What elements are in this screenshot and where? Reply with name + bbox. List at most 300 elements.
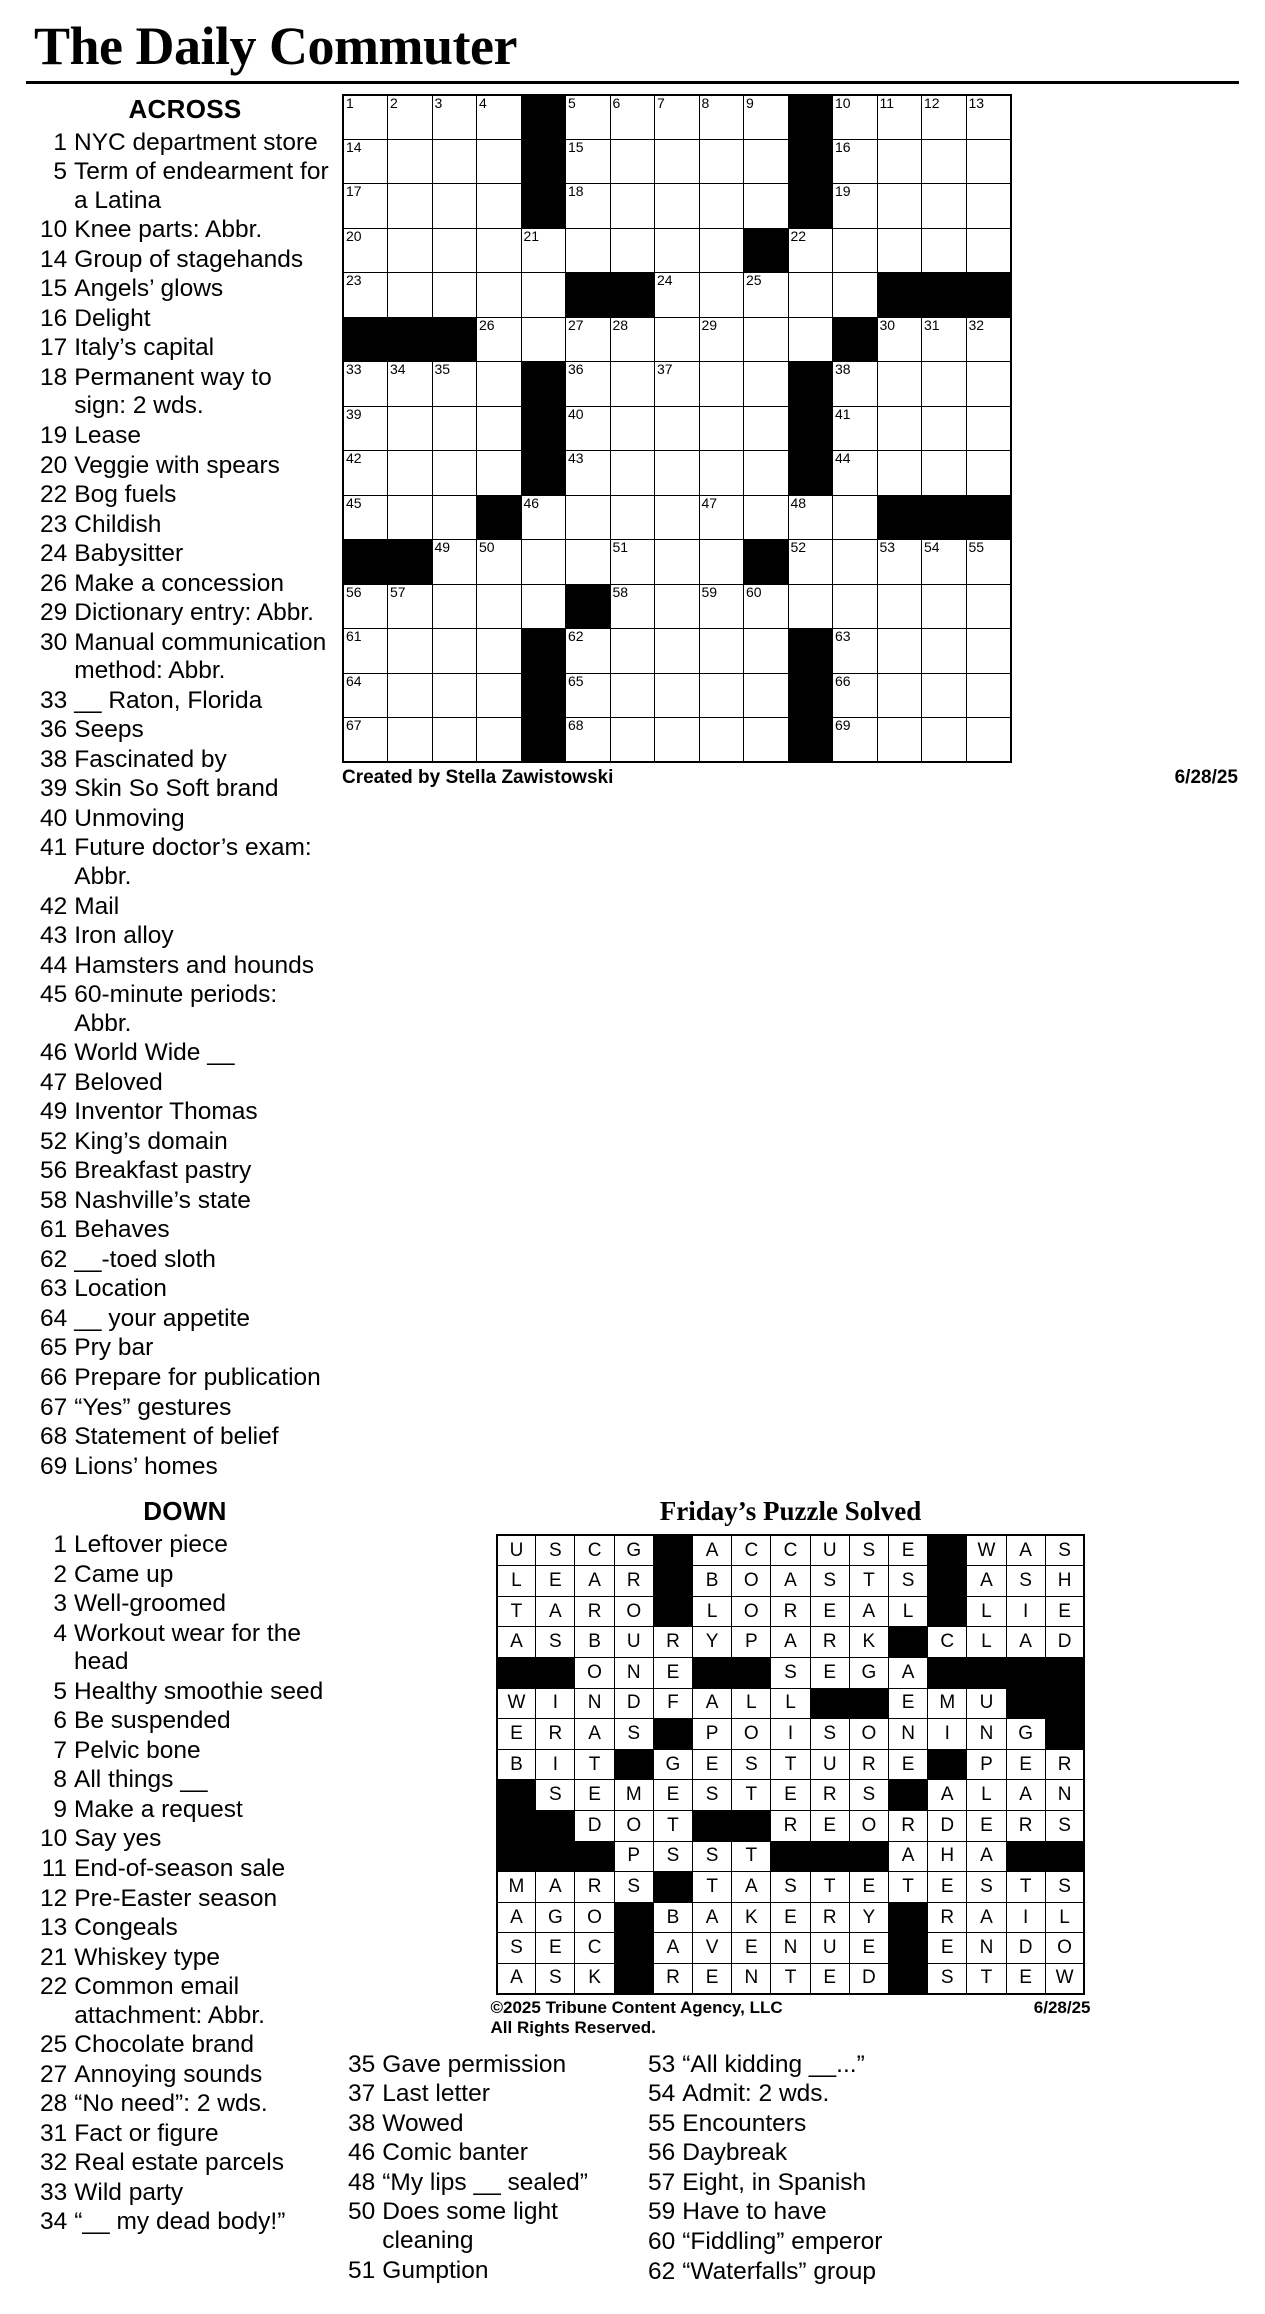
- grid-cell[interactable]: [699, 673, 744, 718]
- clue-item[interactable]: [648, 2051, 938, 2080]
- grid-cell[interactable]: [566, 406, 611, 451]
- clue-item[interactable]: [40, 775, 330, 804]
- grid-cell[interactable]: [699, 629, 744, 674]
- grid-cell[interactable]: [477, 673, 522, 718]
- clue-text: Make a request: [74, 1795, 243, 1823]
- clue-item[interactable]: [348, 2080, 638, 2109]
- grid-cell[interactable]: [432, 139, 477, 184]
- grid-cell[interactable]: [699, 184, 744, 229]
- clue-item[interactable]: [40, 893, 330, 922]
- grid-cell[interactable]: [343, 495, 388, 540]
- grid-cell[interactable]: [343, 673, 388, 718]
- grid-cell[interactable]: [833, 184, 878, 229]
- clue-item[interactable]: [40, 1216, 330, 1245]
- grid-cell[interactable]: [388, 584, 433, 629]
- grid-cell[interactable]: [699, 495, 744, 540]
- grid-cell[interactable]: [388, 629, 433, 674]
- grid-cell[interactable]: [655, 495, 700, 540]
- solution-cell-block: [614, 1933, 653, 1964]
- clue-number: 41: [40, 834, 68, 862]
- grid-cell[interactable]: [566, 139, 611, 184]
- clue-item[interactable]: [40, 481, 330, 510]
- grid-cell[interactable]: [877, 184, 922, 229]
- clue-number: 56: [40, 1157, 68, 1185]
- grid-cell[interactable]: [388, 95, 433, 140]
- clue-number: 20: [40, 451, 68, 479]
- grid-cell[interactable]: [388, 184, 433, 229]
- grid-cell[interactable]: [655, 139, 700, 184]
- solution-cell: E: [1006, 1749, 1045, 1780]
- solution-cell: Y: [693, 1627, 732, 1658]
- grid-cell[interactable]: [922, 629, 967, 674]
- clue-item[interactable]: [40, 275, 330, 304]
- clue-item[interactable]: [40, 1098, 330, 1127]
- clue-item[interactable]: [40, 1561, 330, 1590]
- grid-cell[interactable]: [477, 139, 522, 184]
- grid-cell[interactable]: [343, 139, 388, 184]
- clue-item[interactable]: [40, 1334, 330, 1363]
- grid-cell[interactable]: [610, 629, 655, 674]
- grid-cell[interactable]: [477, 95, 522, 140]
- grid-cell[interactable]: [432, 406, 477, 451]
- clue-item[interactable]: [40, 981, 330, 1038]
- grid-cell[interactable]: [343, 95, 388, 140]
- grid-cell[interactable]: [477, 540, 522, 585]
- clue-item[interactable]: [40, 834, 330, 891]
- clue-item[interactable]: [40, 1678, 330, 1707]
- grid-cell[interactable]: [833, 584, 878, 629]
- clue-item[interactable]: [40, 1914, 330, 1943]
- grid-cell[interactable]: [966, 406, 1011, 451]
- grid-cell[interactable]: [343, 584, 388, 629]
- grid-cell[interactable]: [432, 673, 477, 718]
- solution-cell: E: [653, 1658, 692, 1689]
- grid-cell[interactable]: [833, 718, 878, 763]
- grid-cell[interactable]: [877, 95, 922, 140]
- grid-cell[interactable]: [655, 273, 700, 318]
- grid-cell[interactable]: [477, 184, 522, 229]
- clue-item[interactable]: [648, 2080, 938, 2109]
- grid-cell[interactable]: [966, 718, 1011, 763]
- clue-item[interactable]: [40, 599, 330, 628]
- grid-cell[interactable]: [877, 673, 922, 718]
- grid-cell[interactable]: [388, 228, 433, 273]
- grid-cell[interactable]: [699, 362, 744, 407]
- grid-cell[interactable]: [833, 273, 878, 318]
- grid-cell[interactable]: [922, 718, 967, 763]
- grid-cell[interactable]: [788, 317, 833, 362]
- clue-item[interactable]: [40, 1039, 330, 1068]
- grid-cell[interactable]: [610, 718, 655, 763]
- grid-cell[interactable]: [566, 629, 611, 674]
- clue-item[interactable]: [348, 2198, 638, 2255]
- grid-cell[interactable]: [432, 95, 477, 140]
- grid-cell[interactable]: [432, 273, 477, 318]
- clue-item[interactable]: [40, 746, 330, 775]
- clue-item[interactable]: [40, 1973, 330, 2030]
- grid-cell[interactable]: [610, 95, 655, 140]
- grid-cell[interactable]: [655, 228, 700, 273]
- grid-cell[interactable]: [388, 362, 433, 407]
- grid-cell[interactable]: [833, 629, 878, 674]
- clue-number: 14: [40, 245, 68, 273]
- clue-item[interactable]: [40, 1275, 330, 1304]
- grid-cell[interactable]: [343, 406, 388, 451]
- grid-cell[interactable]: [566, 718, 611, 763]
- solution-cell: E: [732, 1933, 771, 1964]
- grid-cell[interactable]: [343, 273, 388, 318]
- clue-text: Manual communication method: Abbr.: [74, 628, 327, 685]
- clue-item[interactable]: [40, 422, 330, 451]
- grid-cell[interactable]: [566, 495, 611, 540]
- grid-cell[interactable]: [922, 584, 967, 629]
- grid-cell[interactable]: [610, 362, 655, 407]
- clue-number: 9: [53, 1795, 67, 1823]
- grid-cell-number: 14: [346, 138, 362, 155]
- clue-item[interactable]: [40, 805, 330, 834]
- clue-item[interactable]: [40, 305, 330, 334]
- grid-cell[interactable]: [655, 718, 700, 763]
- grid-cell[interactable]: [432, 362, 477, 407]
- grid-cell[interactable]: [922, 540, 967, 585]
- clue-item[interactable]: [348, 2169, 638, 2198]
- clue-item[interactable]: [40, 2090, 330, 2119]
- grid-cell[interactable]: [922, 451, 967, 496]
- grid-cell[interactable]: [966, 629, 1011, 674]
- clue-item[interactable]: [40, 2149, 330, 2178]
- grid-cell[interactable]: [699, 95, 744, 140]
- grid-cell[interactable]: [388, 406, 433, 451]
- clue-number: 46: [40, 1039, 68, 1067]
- grid-cell[interactable]: [521, 584, 566, 629]
- grid-cell[interactable]: [432, 629, 477, 674]
- clue-item[interactable]: [40, 1825, 330, 1854]
- grid-cell[interactable]: [610, 406, 655, 451]
- grid-cell[interactable]: [922, 406, 967, 451]
- clue-item[interactable]: [40, 452, 330, 481]
- grid-cell[interactable]: [699, 139, 744, 184]
- clue-item[interactable]: [40, 1187, 330, 1216]
- grid-cell[interactable]: [343, 451, 388, 496]
- clue-item[interactable]: [40, 1069, 330, 1098]
- grid-cell[interactable]: [833, 495, 878, 540]
- clue-item[interactable]: [648, 2110, 938, 2139]
- grid-cell[interactable]: [610, 184, 655, 229]
- grid-cell[interactable]: [343, 184, 388, 229]
- grid-cell[interactable]: [477, 273, 522, 318]
- grid-cell[interactable]: [744, 317, 789, 362]
- grid-cell[interactable]: [343, 228, 388, 273]
- grid-cell[interactable]: [744, 95, 789, 140]
- grid-cell[interactable]: [877, 718, 922, 763]
- clue-item[interactable]: [40, 2120, 330, 2149]
- grid-cell[interactable]: [744, 629, 789, 674]
- grid-cell[interactable]: [566, 451, 611, 496]
- grid-cell[interactable]: [833, 406, 878, 451]
- grid-cell[interactable]: [343, 362, 388, 407]
- grid-cell[interactable]: [788, 273, 833, 318]
- clue-item[interactable]: [40, 1620, 330, 1677]
- grid-cell[interactable]: [966, 228, 1011, 273]
- grid-cell[interactable]: [966, 317, 1011, 362]
- solution-cell: E: [693, 1749, 732, 1780]
- grid-cell[interactable]: [966, 584, 1011, 629]
- grid-cell[interactable]: [922, 228, 967, 273]
- grid-cell[interactable]: [566, 540, 611, 585]
- grid-cell[interactable]: [432, 184, 477, 229]
- clue-item[interactable]: [40, 1128, 330, 1157]
- grid-cell[interactable]: [566, 228, 611, 273]
- grid-cell[interactable]: [566, 673, 611, 718]
- grid-cell[interactable]: [744, 184, 789, 229]
- grid-cell[interactable]: [388, 273, 433, 318]
- clue-item[interactable]: [348, 2051, 638, 2080]
- grid-cell[interactable]: [833, 362, 878, 407]
- grid-cell[interactable]: [432, 495, 477, 540]
- grid-cell[interactable]: [744, 406, 789, 451]
- solution-cell: T: [967, 1963, 1006, 1994]
- grid-cell[interactable]: [388, 718, 433, 763]
- clue-item[interactable]: [648, 2258, 938, 2287]
- crossword-grid[interactable]: [342, 94, 1012, 764]
- grid-cell[interactable]: [655, 362, 700, 407]
- clue-item[interactable]: [40, 2031, 330, 2060]
- grid-cell[interactable]: [699, 406, 744, 451]
- grid-cell[interactable]: [477, 362, 522, 407]
- clue-item[interactable]: [40, 1796, 330, 1825]
- clue-number: 37: [348, 2080, 376, 2108]
- grid-cell[interactable]: [477, 718, 522, 763]
- grid-cell[interactable]: [877, 406, 922, 451]
- grid-cell[interactable]: [521, 495, 566, 540]
- clue-item[interactable]: [648, 2169, 938, 2198]
- grid-cell-block: [877, 495, 922, 540]
- grid-cell[interactable]: [699, 540, 744, 585]
- grid-cell[interactable]: [788, 495, 833, 540]
- grid-cell[interactable]: [388, 495, 433, 540]
- clue-item[interactable]: [40, 1590, 330, 1619]
- solution-cell: C: [771, 1535, 810, 1566]
- clue-number: 67: [40, 1393, 68, 1421]
- grid-cell[interactable]: [966, 139, 1011, 184]
- grid-cell[interactable]: [655, 584, 700, 629]
- grid-cell[interactable]: [699, 228, 744, 273]
- grid-cell[interactable]: [655, 317, 700, 362]
- grid-cell[interactable]: [877, 228, 922, 273]
- grid-cell[interactable]: [566, 317, 611, 362]
- clue-item[interactable]: [40, 629, 330, 686]
- grid-cell[interactable]: [432, 584, 477, 629]
- grid-cell[interactable]: [877, 451, 922, 496]
- grid-cell[interactable]: [833, 139, 878, 184]
- clue-item[interactable]: [40, 158, 330, 215]
- clue-item[interactable]: [40, 1737, 330, 1766]
- grid-cell[interactable]: [610, 584, 655, 629]
- clue-item[interactable]: [40, 1394, 330, 1423]
- clue-item[interactable]: [40, 570, 330, 599]
- clue-item[interactable]: [40, 511, 330, 540]
- grid-cell[interactable]: [477, 451, 522, 496]
- grid-cell[interactable]: [966, 673, 1011, 718]
- clue-item[interactable]: [40, 952, 330, 981]
- clue-item[interactable]: [40, 2179, 330, 2208]
- grid-cell[interactable]: [477, 228, 522, 273]
- grid-cell[interactable]: [744, 718, 789, 763]
- grid-cell[interactable]: [610, 673, 655, 718]
- grid-cell[interactable]: [655, 451, 700, 496]
- grid-cell[interactable]: [744, 495, 789, 540]
- grid-cell[interactable]: [744, 673, 789, 718]
- grid-cell-number: 36: [568, 361, 584, 378]
- grid-cell[interactable]: [655, 184, 700, 229]
- grid-cell[interactable]: [388, 139, 433, 184]
- grid-cell[interactable]: [744, 362, 789, 407]
- clue-item[interactable]: [40, 2061, 330, 2090]
- grid-cell[interactable]: [388, 673, 433, 718]
- grid-cell[interactable]: [744, 451, 789, 496]
- grid-cell[interactable]: [966, 184, 1011, 229]
- grid-cell[interactable]: [610, 495, 655, 540]
- grid-cell[interactable]: [744, 273, 789, 318]
- clue-item[interactable]: [40, 1246, 330, 1275]
- grid-cell[interactable]: [699, 718, 744, 763]
- grid-cell[interactable]: [566, 362, 611, 407]
- grid-cell[interactable]: [477, 629, 522, 674]
- grid-cell[interactable]: [922, 362, 967, 407]
- grid-cell[interactable]: [432, 451, 477, 496]
- clue-item[interactable]: [40, 216, 330, 245]
- grid-cell[interactable]: [788, 228, 833, 273]
- clue-text: Behaves: [74, 1216, 170, 1244]
- grid-cell[interactable]: [655, 629, 700, 674]
- clue-item[interactable]: [40, 540, 330, 569]
- grid-cell[interactable]: [922, 139, 967, 184]
- clue-item[interactable]: [40, 922, 330, 951]
- grid-cell[interactable]: [343, 629, 388, 674]
- grid-cell[interactable]: [655, 673, 700, 718]
- grid-cell[interactable]: [922, 673, 967, 718]
- grid-cell[interactable]: [521, 273, 566, 318]
- clue-item[interactable]: [40, 1364, 330, 1393]
- clue-item[interactable]: [348, 2110, 638, 2139]
- clue-item[interactable]: [40, 1531, 330, 1560]
- grid-cell[interactable]: [655, 406, 700, 451]
- grid-cell[interactable]: [610, 228, 655, 273]
- clue-item[interactable]: [40, 1885, 330, 1914]
- grid-cell[interactable]: [432, 228, 477, 273]
- clue-item[interactable]: [648, 2139, 938, 2168]
- clue-item[interactable]: [40, 129, 330, 158]
- clue-item[interactable]: [40, 1944, 330, 1973]
- solution-cell: B: [653, 1902, 692, 1933]
- clue-item[interactable]: [40, 1157, 330, 1186]
- clue-item[interactable]: [40, 1855, 330, 1884]
- solution-cell: R: [888, 1810, 927, 1841]
- grid-cell[interactable]: [788, 540, 833, 585]
- grid-cell[interactable]: [477, 317, 522, 362]
- grid-cell[interactable]: [877, 629, 922, 674]
- clue-item[interactable]: [40, 1453, 330, 1482]
- grid-cell[interactable]: [566, 95, 611, 140]
- clue-item[interactable]: [40, 687, 330, 716]
- clue-item[interactable]: [40, 246, 330, 275]
- grid-cell[interactable]: [655, 95, 700, 140]
- clue-item[interactable]: [648, 2198, 938, 2227]
- grid-cell[interactable]: [521, 540, 566, 585]
- grid-cell[interactable]: [566, 184, 611, 229]
- clue-item[interactable]: [648, 2228, 938, 2257]
- grid-cell[interactable]: [521, 228, 566, 273]
- grid-cell[interactable]: [833, 451, 878, 496]
- grid-cell[interactable]: [744, 139, 789, 184]
- grid-cell[interactable]: [610, 451, 655, 496]
- clue-number: 22: [40, 1973, 68, 2001]
- grid-cell[interactable]: [343, 718, 388, 763]
- grid-cell[interactable]: [699, 273, 744, 318]
- grid-cell[interactable]: [744, 584, 789, 629]
- grid-cell[interactable]: [877, 362, 922, 407]
- clue-item[interactable]: [40, 2208, 330, 2237]
- grid-cell[interactable]: [922, 317, 967, 362]
- grid-cell[interactable]: [966, 362, 1011, 407]
- clue-item[interactable]: [40, 334, 330, 363]
- solution-cell: R: [575, 1872, 614, 1903]
- grid-cell[interactable]: [432, 718, 477, 763]
- clue-item[interactable]: [40, 1305, 330, 1334]
- clue-number: 15: [40, 275, 68, 303]
- clue-item[interactable]: [40, 716, 330, 745]
- clue-item[interactable]: [40, 1707, 330, 1736]
- clue-item[interactable]: [348, 2257, 638, 2286]
- grid-cell[interactable]: [966, 540, 1011, 585]
- grid-cell[interactable]: [610, 540, 655, 585]
- grid-cell[interactable]: [922, 95, 967, 140]
- grid-cell[interactable]: [922, 184, 967, 229]
- grid-cell[interactable]: [833, 673, 878, 718]
- grid-cell[interactable]: [966, 451, 1011, 496]
- grid-cell[interactable]: [833, 228, 878, 273]
- grid-cell[interactable]: [699, 584, 744, 629]
- grid-cell[interactable]: [833, 95, 878, 140]
- grid-cell[interactable]: [877, 584, 922, 629]
- solution-cell: T: [1006, 1872, 1045, 1903]
- grid-cell[interactable]: [788, 584, 833, 629]
- grid-cell[interactable]: [699, 317, 744, 362]
- grid-cell[interactable]: [833, 540, 878, 585]
- solution-cell: W: [1045, 1963, 1084, 1994]
- clue-item[interactable]: [40, 364, 330, 421]
- clue-text: Gave permission: [382, 2050, 567, 2078]
- clue-item[interactable]: [40, 1423, 330, 1452]
- clue-item[interactable]: [348, 2139, 638, 2168]
- grid-cell[interactable]: [877, 540, 922, 585]
- grid-cell[interactable]: [699, 451, 744, 496]
- grid-cell[interactable]: [477, 406, 522, 451]
- grid-cell[interactable]: [521, 317, 566, 362]
- grid-cell[interactable]: [610, 317, 655, 362]
- grid-cell-number: 49: [434, 539, 451, 556]
- grid-cell[interactable]: [477, 584, 522, 629]
- grid-cell[interactable]: [655, 540, 700, 585]
- grid-cell[interactable]: [966, 95, 1011, 140]
- grid-cell[interactable]: [877, 317, 922, 362]
- solution-cell: S: [967, 1872, 1006, 1903]
- grid-cell[interactable]: [388, 451, 433, 496]
- grid-cell[interactable]: [610, 139, 655, 184]
- clue-item[interactable]: [40, 1766, 330, 1795]
- grid-cell[interactable]: [877, 139, 922, 184]
- grid-cell[interactable]: [432, 540, 477, 585]
